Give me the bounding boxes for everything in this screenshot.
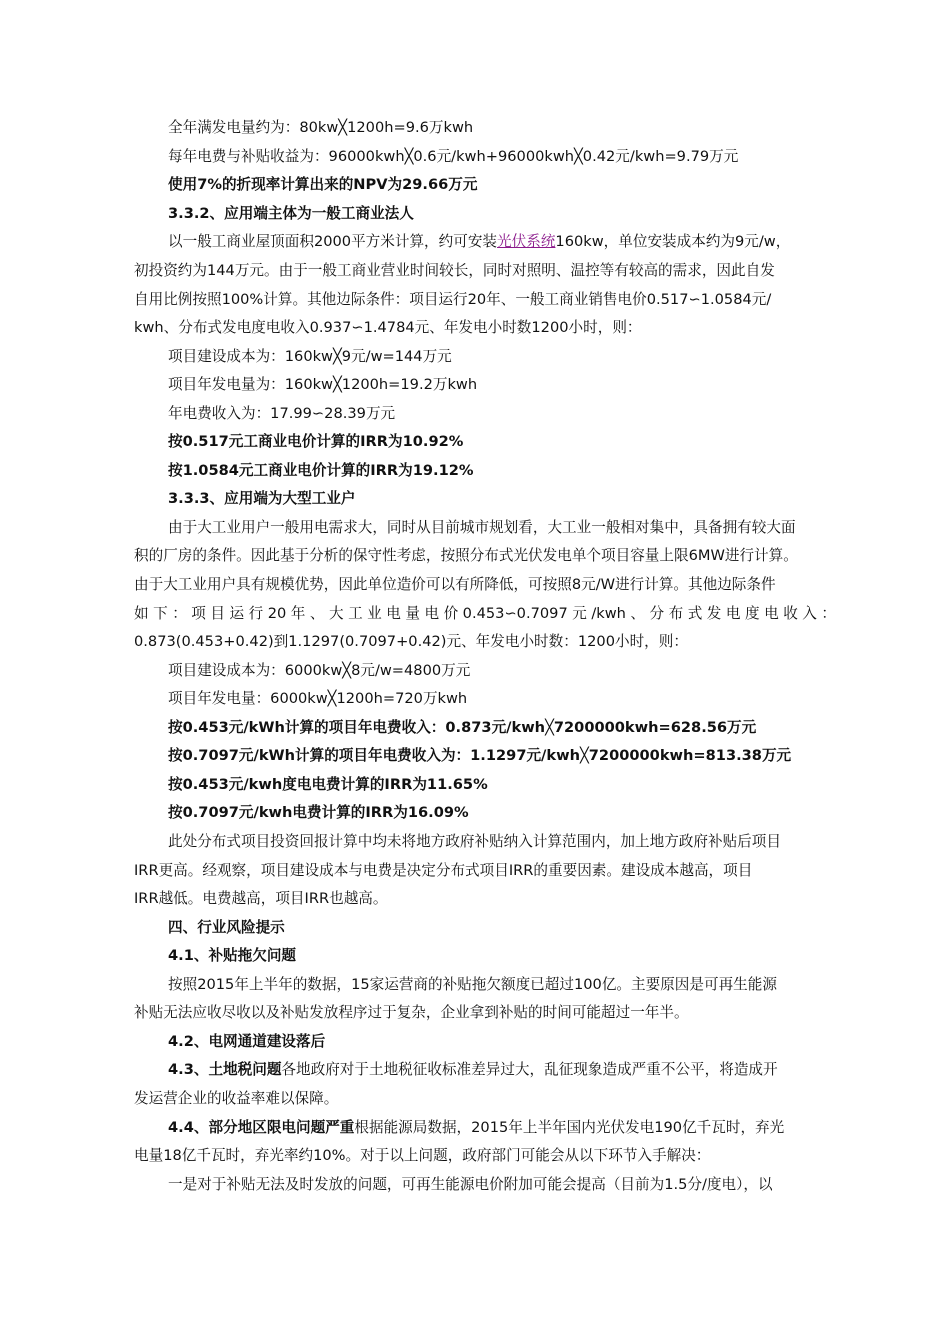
text-line: 项目建设成本为：160kw╳9元/w=144万元 [168, 348, 452, 365]
paragraph-line: 由于大工业用户具有规模优势，因此单位造价可以有所降低，可按照8元/W进行计算。其他边际条件 [134, 576, 776, 593]
paragraph-line: 初投资约为144万元。由于一般工商业营业时间较长，同时对照明、温控等有较高的需求，因此自发 [134, 262, 775, 279]
paragraph-line: 由于大工业用户一般用电需求大，同时从目前城市规划看，大工业一般相对集中，具备拥有较大面 [168, 519, 796, 536]
bold-result-line: 按0.7097元/kWh计算的项目年电费收入为：1.1297元/kwh╳7200000kwh=813.38万元 [168, 747, 792, 764]
paragraph-line [168, 232, 790, 252]
section-heading-4-4: 4.4、部分地区限电问题严重 [168, 1119, 355, 1136]
bold-result-line: 按0.453元/kWh计算的项目年电费收入：0.873元/kwh╳7200000kwh=628.56万元 [168, 719, 757, 736]
bold-result-line: 使用7%的折现率计算出来的NPV为29.66万元 [168, 176, 478, 193]
bold-result-line: 按0.7097元/kwh电费计算的IRR为16.09% [168, 804, 469, 821]
text-line: 全年满发电量约为：80kw╳1200h=9.6万kwh [168, 119, 474, 136]
text-segment: 各地政府对于土地税征收标准差异过大，乱征现象造成严重不公平，将造成开 [281, 1061, 778, 1078]
paragraph-line: 一是对于补贴无法及时发放的问题，可再生能源电价附加可能会提高（目前为1.5分/度电），以 [168, 1176, 773, 1193]
paragraph-line: 此处分布式项目投资回报计算中均未将地方政府补贴纳入计算范围内，加上地方政府补贴后项目 [168, 833, 781, 850]
section-heading-3-3-2: 3.3.2、应用端主体为一般工商业法人 [168, 205, 414, 222]
paragraph-line: 积的厂房的条件。因此基于分析的保守性考虑，按照分布式光伏发电单个项目容量上限6MW进行计算。 [134, 547, 798, 564]
pv-system-link[interactable]: 光伏系统 [497, 233, 556, 250]
section-heading-4-3: 4.3、土地税问题 [168, 1061, 282, 1078]
paragraph-line: 自用比例按照100%计算。其他边际条件：项目运行20年、一般工商业销售电价0.517∽1.0584元/ [134, 291, 772, 308]
paragraph-line: kwh、分布式发电度电收入0.937∽1.4784元、年发电小时数1200小时，则： [134, 319, 642, 336]
paragraph-line: IRR越低。电费越高，项目IRR也越高。 [134, 890, 388, 907]
paragraph-line: 按照2015年上半年的数据，15家运营商的补贴拖欠额度已超过100亿。主要原因是可再生能源 [168, 976, 777, 993]
text-line: 项目建设成本为：6000kw╳8元/w=4800万元 [168, 662, 471, 679]
text-line: 每年电费与补贴收益为：96000kwh╳0.6元/kwh+96000kwh╳0.42元/kwh=9.79万元 [168, 148, 739, 165]
text-line: 项目年发电量为：160kw╳1200h=19.2万kwh [168, 376, 478, 393]
text-line: 项目年发电量：6000kw╳1200h=720万kwh [168, 690, 468, 707]
text-segment: 160kw，单位安装成本约为9元/w， [555, 233, 791, 250]
paragraph-line: 发运营企业的收益率难以保障。 [134, 1090, 339, 1107]
paragraph-line [168, 1060, 778, 1080]
section-heading-4-1: 4.1、补贴拖欠问题 [168, 947, 297, 964]
paragraph-line: 0.873(0.453+0.42)到1.1297(0.7097+0.42)元、年发电小时数：1200小时，则： [134, 633, 688, 650]
text-segment: 根据能源局数据，2015年上半年国内光伏发电190亿千瓦时，弃光 [354, 1119, 785, 1136]
paragraph-line: 电量18亿千瓦时，弃光率约10%。对于以上问题，政府部门可能会从以下环节入手解决： [134, 1147, 711, 1164]
text-segment: 以一般工商业屋顶面积2000平方米计算，约可安装 [168, 233, 498, 250]
bold-result-line: 按0.517元工商业电价计算的IRR为10.92% [168, 433, 464, 450]
paragraph-line: 补贴无法应收尽收以及补贴发放程序过于复杂，企业拿到补贴的时间可能超过一年半。 [134, 1004, 689, 1021]
paragraph-line: 如下：项目运行20年、大工业电量电价0.453∽0.7097元/kwh、分布式发电度电收入： [134, 605, 836, 622]
text-line: 年电费收入为：17.99∽28.39万元 [168, 405, 396, 422]
section-heading-4: 四、行业风险提示 [168, 919, 285, 936]
paragraph-line [168, 1118, 784, 1138]
bold-result-line: 按0.453元/kwh度电电费计算的IRR为11.65% [168, 776, 488, 793]
section-heading-3-3-3: 3.3.3、应用端为大型工业户 [168, 490, 356, 507]
paragraph-line: IRR更高。经观察，项目建设成本与电费是决定分布式项目IRR的重要因素。建设成本越高，项目 [134, 862, 753, 879]
bold-result-line: 按1.0584元工商业电价计算的IRR为19.12% [168, 462, 474, 479]
section-heading-4-2: 4.2、电网通道建设落后 [168, 1033, 326, 1050]
